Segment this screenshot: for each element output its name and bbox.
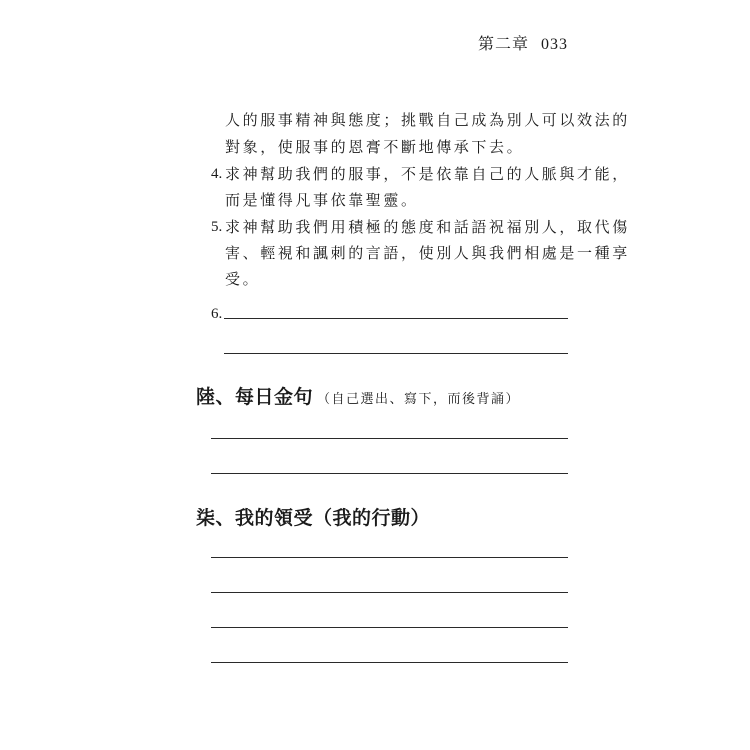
reflection-line-1[interactable] [211, 557, 568, 558]
section-six-heading [196, 385, 520, 412]
reflection-line-4[interactable] [211, 662, 568, 663]
continuation-line-1: 人的服事精神與態度；挑戰自己成為別人可以效法的 [225, 111, 630, 129]
item-4-line-2: 而是懂得凡事依靠聖靈。 [225, 191, 419, 209]
daily-verse-line-1[interactable] [211, 438, 568, 439]
running-header [478, 31, 568, 54]
item-4-number: 4. [211, 166, 223, 182]
chapter-label: 第二章 [477, 34, 529, 53]
item-4-line-1: 求神幫助我們的服事，不是依靠自己的人脈與才能， [225, 165, 630, 183]
item-5-line-2: 害、輕視和諷刺的言語，使別人與我們相處是一種享 [225, 244, 630, 262]
continuation-line-2: 對象，使服事的恩膏不斷地傳承下去。 [225, 138, 525, 156]
section-seven-title: 柒、我的領受（我的行動） [196, 507, 431, 529]
item-6-answer-line-2[interactable] [224, 353, 568, 354]
reflection-line-3[interactable] [211, 627, 568, 628]
section-six-title: 陸、每日金句 [196, 386, 314, 408]
item-6-answer-line-1[interactable] [224, 318, 568, 319]
item-5-number: 5. [211, 219, 223, 235]
reflection-line-2[interactable] [211, 592, 568, 593]
page-number: 033 [541, 36, 568, 53]
item-6-number: 6. [211, 306, 223, 322]
daily-verse-line-2[interactable] [211, 473, 568, 474]
item-5-line-1: 求神幫助我們用積極的態度和話語祝福別人，取代傷 [225, 218, 630, 236]
section-six-note: （自己選出、寫下，而後背誦） [317, 392, 521, 407]
section-seven-heading [196, 506, 430, 530]
item-5-line-3: 受。 [225, 270, 261, 288]
